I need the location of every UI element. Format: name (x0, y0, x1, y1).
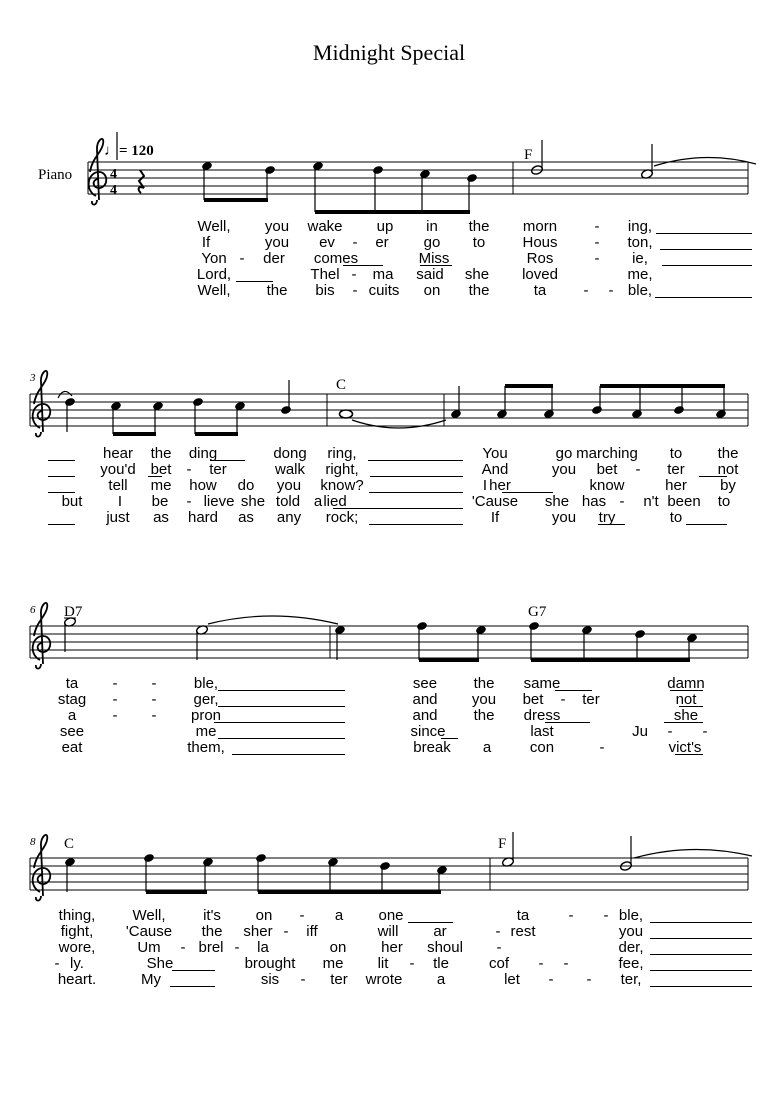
lyric-syllable: - (495, 923, 501, 940)
quarter-note-icon: ♩ (104, 143, 119, 159)
lyric-syllable: ter (209, 461, 227, 478)
lyric-syllable: as (153, 509, 169, 526)
lyric-extender-line (210, 460, 245, 461)
lyric-extender-line (369, 492, 463, 493)
lyric-syllable: - (635, 461, 641, 478)
lyric-syllable: the (468, 282, 490, 299)
lyric-extender-line (650, 938, 752, 939)
lyric-syllable: - (186, 493, 192, 510)
lyric-syllable: to (669, 509, 683, 526)
lyric-syllable: fight, (60, 923, 94, 940)
chord-symbol-d7: D7 (64, 604, 83, 620)
lyric-extender-line (441, 738, 458, 739)
lyric-syllable: If (490, 509, 500, 526)
lyric-syllable: try (598, 509, 616, 526)
lyric-syllable: Ju (632, 723, 648, 740)
lyric-syllable: walk (274, 461, 306, 478)
lyric-syllable: stag (57, 691, 87, 708)
staff-system-4 (30, 832, 752, 901)
lyric-syllable: iff (306, 923, 318, 940)
lyric-syllable: since (410, 723, 446, 740)
lyric-syllable: bet (522, 691, 544, 708)
lyric-extender-line (370, 476, 463, 477)
lyric-syllable: - (283, 923, 289, 940)
lyric-syllable: - (583, 282, 589, 299)
lyric-syllable: - (599, 739, 605, 756)
lyric-syllable: her (489, 477, 511, 494)
staff-system-2 (30, 371, 748, 437)
lyric-extender-line (545, 722, 590, 723)
lyric-syllable: 'Cause (471, 493, 519, 510)
lyric-extender-line (48, 492, 75, 493)
lyric-syllable: ring, (327, 445, 357, 462)
lyric-syllable: them, (187, 739, 225, 756)
lyric-syllable: bis (315, 282, 335, 299)
lyric-syllable: sher (243, 923, 273, 940)
lyric-extender-line (48, 460, 75, 461)
lyric-syllable: she (464, 266, 490, 283)
lyric-syllable: - (608, 282, 614, 299)
lyric-extender-line (650, 986, 752, 987)
lyric-syllable: - (560, 691, 566, 708)
lyric-syllable: has (581, 493, 607, 510)
lyric-extender-line (368, 460, 463, 461)
treble-clef-icon (33, 835, 51, 901)
lyric-syllable: it's (203, 907, 221, 924)
lyric-syllable: cuits (368, 282, 400, 299)
lyric-extender-line (662, 265, 752, 266)
lyric-syllable: you (618, 923, 644, 940)
lyric-extender-line (555, 690, 592, 691)
lyric-syllable: - (186, 461, 192, 478)
lyric-syllable: ta (516, 907, 530, 924)
lyric-extender-line (675, 754, 703, 755)
lyric-syllable: Hous (522, 234, 558, 251)
lyric-syllable: lied (323, 493, 347, 510)
lyric-extender-line (369, 524, 463, 525)
lyric-syllable: ev (319, 234, 335, 251)
lyric-syllable: and (412, 707, 438, 724)
lyric-syllable: - (151, 691, 157, 708)
lyric-syllable: me (150, 477, 172, 494)
lyric-syllable: the (201, 923, 223, 940)
lyric-syllable: rock; (325, 509, 359, 526)
lyric-syllable: me, (627, 266, 653, 283)
lyric-extender-line (48, 476, 75, 477)
lyric-syllable: you (276, 477, 302, 494)
lyric-syllable: - (594, 218, 600, 235)
lyric-syllable: wore, (58, 939, 96, 956)
lyric-syllable: dress (523, 707, 561, 724)
lyric-extender-line (660, 249, 752, 250)
lyric-extender-line (333, 508, 463, 509)
lyric-syllable: ta (533, 282, 547, 299)
lyric-syllable: a (334, 907, 344, 924)
lyric-syllable: in (426, 218, 438, 235)
lyric-syllable: ta (65, 675, 79, 692)
lyric-syllable: ding (188, 445, 218, 462)
lyric-syllable: sis (260, 971, 280, 988)
measure-number-6: 6 (30, 604, 36, 616)
lyric-syllable: bet (596, 461, 618, 478)
lyric-extender-line (670, 690, 703, 691)
lyric-syllable: la (257, 939, 269, 956)
lyric-syllable: last (530, 723, 554, 740)
notes-measure-6 (64, 616, 338, 660)
time-signature-top: 4 (110, 167, 117, 182)
lyric-extender-line (343, 265, 383, 266)
lyric-syllable: me (195, 723, 217, 740)
staff-system-1 (88, 132, 756, 214)
lyric-extender-line (48, 524, 75, 525)
notes-measure-4 (340, 410, 447, 428)
treble-clef-icon (89, 139, 107, 205)
chord-symbol-f: F (524, 147, 533, 163)
lyric-extender-line (699, 476, 727, 477)
lyric-syllable: but (61, 493, 83, 510)
lyric-syllable: how (189, 477, 217, 494)
lyric-syllable: her (381, 939, 403, 956)
lyric-extender-line (679, 706, 703, 707)
measure-number-3: 3 (30, 372, 36, 384)
lyric-syllable: a (482, 739, 492, 756)
lyric-syllable: - (239, 250, 245, 267)
lyric-syllable: the (468, 218, 490, 235)
notes-measure-1 (201, 161, 478, 214)
lyric-syllable: eat (61, 739, 83, 756)
lyric-syllable: her (665, 477, 687, 494)
lyric-syllable: go (555, 445, 573, 462)
lyric-extender-line (218, 690, 345, 691)
lyric-syllable: ter, (620, 971, 642, 988)
chord-symbol-c: C (336, 377, 347, 393)
lyric-syllable: by (720, 477, 736, 494)
lyric-syllable: shoul (427, 939, 463, 956)
lyric-syllable: fee, (618, 955, 644, 972)
lyric-extender-line (218, 738, 345, 739)
lyric-extender-line (214, 722, 345, 723)
lyric-syllable: you (551, 461, 577, 478)
lyric-syllable: I (117, 493, 123, 510)
lyric-syllable: Well, (197, 218, 231, 235)
lyric-syllable: - (586, 971, 592, 988)
lyric-syllable: - (563, 955, 569, 972)
lyric-syllable: you (264, 234, 290, 251)
lyric-syllable: know? (320, 477, 364, 494)
lyric-syllable: any (276, 509, 302, 526)
lyric-syllable: Well, (132, 907, 166, 924)
lyric-syllable: - (300, 971, 306, 988)
lyric-syllable: brel (198, 939, 224, 956)
lyric-syllable: bet (150, 461, 172, 478)
lyric-syllable: do (237, 477, 255, 494)
lyric-syllable: morn (522, 218, 558, 235)
staff-system-3 (30, 603, 748, 669)
lyric-syllable: comes (313, 250, 359, 267)
lyric-syllable: - (351, 266, 357, 283)
lyric-syllable: see (59, 723, 85, 740)
tempo-value: = 120 (119, 143, 154, 159)
lyric-syllable: me (322, 955, 344, 972)
lyric-syllable: Well, (197, 282, 231, 299)
lyric-syllable: - (603, 907, 609, 924)
lyric-syllable: on (255, 907, 273, 924)
lyric-extender-line (148, 476, 162, 477)
lyric-syllable: lit (377, 955, 389, 972)
lyric-syllable: - (594, 234, 600, 251)
lyric-syllable: heart. (57, 971, 97, 988)
lyric-syllable: tle (433, 955, 449, 972)
measure-number-8: 8 (30, 836, 36, 848)
lyric-syllable: lieve (203, 493, 235, 510)
treble-clef-icon (33, 371, 51, 437)
notes-measure-2 (531, 140, 756, 179)
lyric-syllable: on (329, 939, 347, 956)
lyric-syllable: She (146, 955, 174, 972)
chord-symbol-c-2: C (64, 836, 75, 852)
lyric-syllable: up (376, 218, 394, 235)
lyric-syllable: - (112, 675, 118, 692)
lyric-syllable: n't (643, 493, 659, 510)
lyric-syllable: you (264, 218, 290, 235)
lyric-syllable: one (378, 907, 404, 924)
lyric-syllable: - (234, 939, 240, 956)
lyric-syllable: ter (330, 971, 348, 988)
lyric-extender-line (664, 722, 703, 723)
lyric-syllable: ble, (627, 282, 653, 299)
lyric-syllable: - (702, 723, 708, 740)
quarter-rest-icon (139, 170, 144, 193)
lyric-syllable: pron (190, 707, 222, 724)
lyric-syllable: - (299, 907, 305, 924)
lyric-syllable: brought (244, 955, 296, 972)
notes-measure-3 (64, 380, 292, 436)
lyric-syllable: same (523, 675, 561, 692)
lyric-syllable: - (151, 707, 157, 724)
lyric-extender-line (598, 524, 625, 525)
lyric-syllable: ing, (627, 218, 653, 235)
chord-symbol-g7: G7 (528, 604, 547, 620)
lyric-syllable: You (482, 445, 508, 462)
lyric-extender-line (656, 233, 752, 234)
lyric-syllable: der, (618, 939, 644, 956)
lyric-syllable: - (538, 955, 544, 972)
lyric-syllable: And (481, 461, 509, 478)
lyric-extender-line (686, 524, 727, 525)
lyric-syllable: con (529, 739, 555, 756)
lyric-syllable: a (313, 493, 323, 510)
lyric-syllable: Thel (310, 266, 340, 283)
lyric-extender-line (172, 970, 215, 971)
lyric-syllable: ble, (193, 675, 219, 692)
lyric-syllable: she (673, 707, 699, 724)
lyric-syllable: a (436, 971, 446, 988)
lyric-syllable: on (423, 282, 441, 299)
lyric-syllable: damn (667, 675, 705, 692)
lyric-syllable: er (375, 234, 389, 251)
lyric-syllable: tell (108, 477, 128, 494)
lyric-syllable: - (409, 955, 415, 972)
lyric-syllable: Lord, (196, 266, 232, 283)
lyric-syllable: let (504, 971, 520, 988)
lyric-syllable: dong (273, 445, 307, 462)
lyric-syllable: ton, (627, 234, 653, 251)
lyric-syllable: go (423, 234, 441, 251)
treble-clef-icon (33, 603, 51, 669)
lyric-syllable: ie, (632, 250, 648, 267)
lyric-syllable: Um (137, 939, 161, 956)
lyric-syllable: der (263, 250, 285, 267)
lyric-syllable: cof (488, 955, 510, 972)
lyric-syllable: - (151, 675, 157, 692)
lyric-extender-line (232, 754, 345, 755)
lyric-syllable: hard (187, 509, 219, 526)
lyric-extender-line (650, 954, 752, 955)
lyric-syllable: - (112, 707, 118, 724)
lyric-extender-line (655, 297, 752, 298)
lyric-syllable: marching (576, 445, 638, 462)
chord-symbol-f-2: F (498, 836, 507, 852)
lyric-syllable: - (352, 234, 358, 251)
lyric-syllable: - (667, 723, 673, 740)
lyric-syllable: I (482, 477, 488, 494)
lyric-extender-line (218, 706, 345, 707)
lyric-syllable: just (106, 509, 130, 526)
lyric-syllable: ger, (193, 691, 219, 708)
lyric-syllable: you (551, 509, 577, 526)
lyric-extender-line (502, 492, 553, 493)
lyric-syllable: hear (102, 445, 134, 462)
lyric-extender-line (236, 281, 273, 282)
notes-measure-8 (64, 853, 448, 894)
lyric-syllable: rest (510, 923, 536, 940)
lyric-syllable: - (112, 691, 118, 708)
lyric-syllable: the (266, 282, 288, 299)
lyric-syllable: ter (667, 461, 685, 478)
lyric-syllable: right, (325, 461, 359, 478)
lyric-syllable: loved (522, 266, 558, 283)
lyric-syllable: will (377, 923, 399, 940)
lyric-syllable: wrote (365, 971, 403, 988)
lyric-syllable: - (496, 939, 502, 956)
lyric-syllable: the (150, 445, 172, 462)
lyric-syllable: vict's (668, 739, 702, 756)
lyric-syllable: a (67, 707, 77, 724)
lyric-syllable: If (201, 234, 211, 251)
lyric-syllable: she (544, 493, 570, 510)
lyric-syllable: as (238, 509, 254, 526)
lyric-syllable: - (594, 250, 600, 267)
lyric-syllable: told (275, 493, 301, 510)
lyric-extender-line (650, 922, 752, 923)
lyric-syllable: see (412, 675, 438, 692)
lyric-extender-line (420, 265, 452, 266)
lyric-syllable: ar (433, 923, 447, 940)
lyric-syllable: to (717, 493, 731, 510)
lyric-extender-line (408, 922, 453, 923)
lyric-syllable: she (240, 493, 266, 510)
lyric-syllable: - (54, 955, 60, 972)
lyric-syllable: - (352, 282, 358, 299)
lyric-syllable: you'd (100, 461, 136, 478)
lyric-syllable: know (589, 477, 625, 494)
lyric-syllable: 'Cause (125, 923, 173, 940)
lyric-syllable: - (619, 493, 625, 510)
lyric-syllable: Miss (418, 250, 450, 267)
lyric-syllable: been (667, 493, 701, 510)
lyric-extender-line (650, 970, 752, 971)
lyric-syllable: be (151, 493, 169, 510)
lyric-syllable: to (669, 445, 683, 462)
lyric-syllable: the (473, 707, 495, 724)
lyric-syllable: Ros (526, 250, 554, 267)
score-title: Midnight Special (312, 40, 466, 65)
lyric-syllable: ter (582, 691, 600, 708)
lyric-syllable: ly. (70, 955, 84, 972)
lyric-syllable: thing, (58, 907, 96, 924)
lyric-syllable: you (471, 691, 497, 708)
lyric-syllable: the (717, 445, 739, 462)
lyric-syllable: My (141, 971, 161, 988)
lyric-syllable: the (473, 675, 495, 692)
lyric-syllable: Yon (201, 250, 227, 267)
lyric-syllable: and (412, 691, 438, 708)
lyric-syllable: wake (307, 218, 343, 235)
lyric-syllable: break (413, 739, 451, 756)
lyric-syllable: not (717, 461, 739, 478)
lyric-syllable: ma (372, 266, 394, 283)
lyric-syllable: not (675, 691, 697, 708)
lyric-syllable: - (548, 971, 554, 988)
lyric-syllable: ble, (618, 907, 644, 924)
lyric-extender-line (170, 986, 215, 987)
notes-measure-7 (334, 621, 698, 662)
instrument-name: Piano (38, 167, 73, 183)
time-signature-bottom: 4 (110, 183, 117, 198)
lyric-syllable: - (180, 939, 186, 956)
lyric-syllable: said (416, 266, 444, 283)
lyric-syllable: - (568, 907, 574, 924)
lyric-syllable: to (472, 234, 486, 251)
